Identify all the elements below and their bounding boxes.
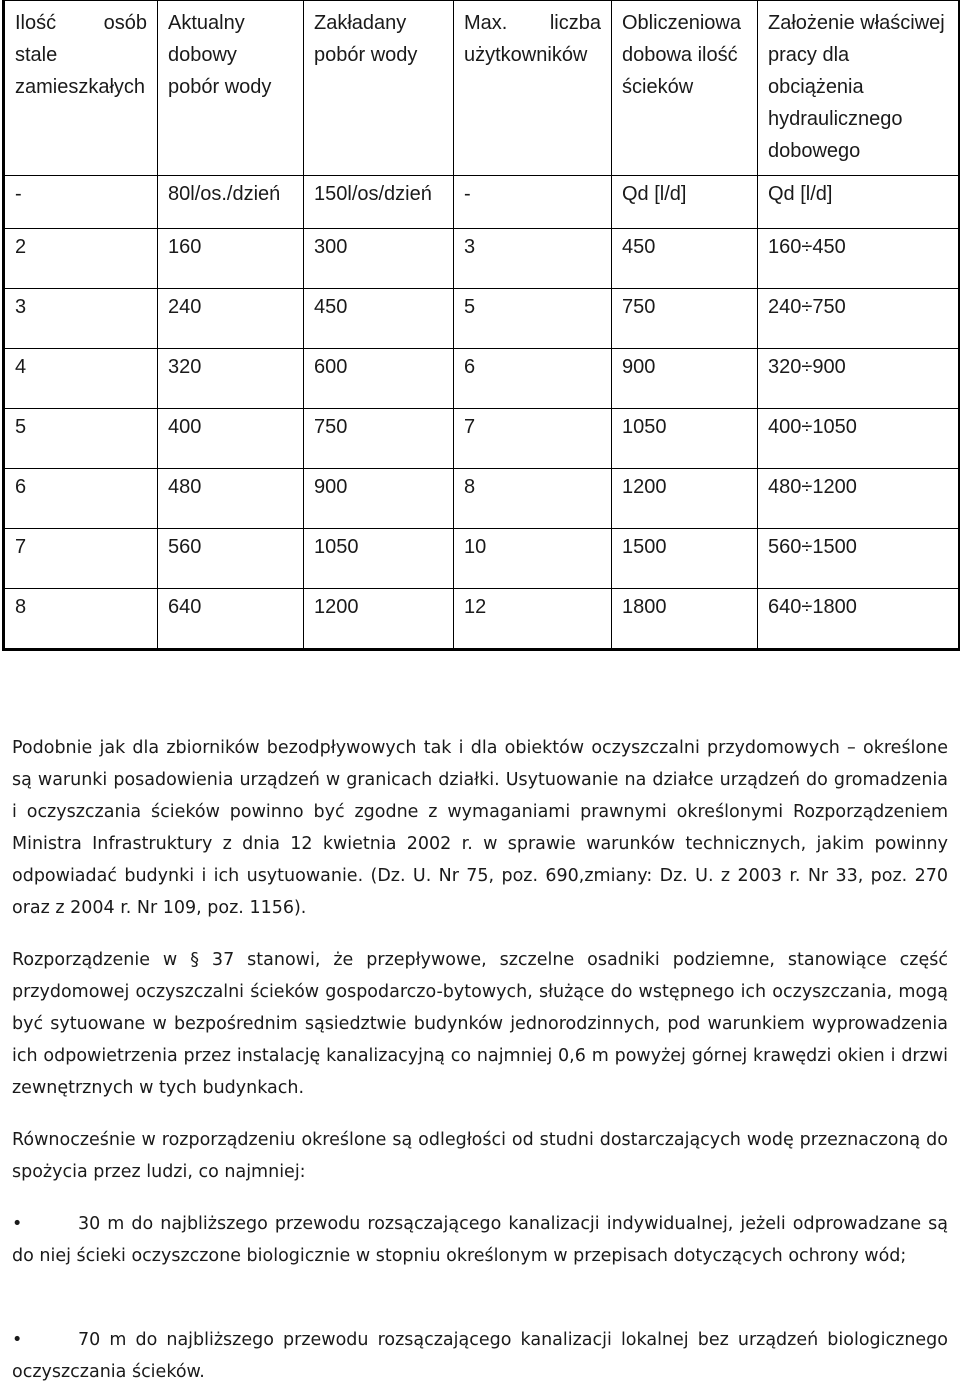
header-current-water: Aktualny dobowy pobór wody — [158, 1, 304, 176]
table-row — [4, 529, 960, 589]
table-row — [4, 349, 960, 409]
table-cell: 900 — [304, 469, 454, 529]
table-cell: 160÷450 — [758, 229, 960, 289]
table-cell: 2 — [4, 229, 158, 289]
table-row — [4, 589, 960, 650]
table-row — [4, 469, 960, 529]
table-row — [4, 289, 960, 349]
table-cell: 160 — [158, 229, 304, 289]
bullet-text: 30 m do najbliższego przewodu rozsączającego kanalizacji indywidualnej, jeżeli odprowadzane są do niej ścieki oczyszczone biologicznie w stopniu określonym w przepisach dotyczących ochrony wód; — [12, 1214, 948, 1266]
table-cell: 3 — [454, 229, 612, 289]
header-residents: Ilość osób stale zamieszkałych — [4, 1, 158, 176]
table-cell: 6 — [454, 349, 612, 409]
table-cell: 6 — [4, 469, 158, 529]
table-cell: 1050 — [304, 529, 454, 589]
bullet-item-70m — [12, 1324, 948, 1388]
header-planned-water: Zakładany pobór wody — [304, 1, 454, 176]
table-cell: 480÷1200 — [758, 469, 960, 529]
table-cell: 400 — [158, 409, 304, 469]
paragraph-well-distances: Równocześnie w rozporządzeniu określone są odległości od studni dostarczających wodę przeznaczoną do spożycia przez ludzi, co najmniej: — [12, 1130, 948, 1182]
header-daily-sewage: Obliczeniowa dobowa ilość ścieków — [612, 1, 758, 176]
table-cell: 320 — [158, 349, 304, 409]
table-units-row — [4, 176, 960, 229]
table-cell: Qd [l/d] — [612, 176, 758, 229]
bullet-item-30m — [12, 1208, 948, 1272]
table-cell: Qd [l/d] — [758, 176, 960, 229]
table-cell: 640÷1800 — [758, 589, 960, 650]
table-cell: 400÷1050 — [758, 409, 960, 469]
table-cell: 450 — [612, 229, 758, 289]
paragraph-regulation-37: Rozporządzenie w § 37 stanowi, że przepływowe, szczelne osadniki podziemne, stanowiące część przydomowej oczyszczalni ścieków gospodarczo-bytowych, służące do wstępnego ich oczyszczania, mogą być sytuowane w bezpośrednim sąsiedztwie budynków jednorodzinnych, pod warunkiem wyprowadzenia ich odpowietrzenia przez instalację kanalizacyjną co najmniej 0,6 m powyżej górnej krawędzi okien i drzwi zewnętrznych w tych budynkach. — [12, 950, 948, 1098]
table-cell: 1050 — [612, 409, 758, 469]
table-cell: 450 — [304, 289, 454, 349]
table-row — [4, 409, 960, 469]
table-cell: - — [4, 176, 158, 229]
header-max-users: Max. liczba użytkowników — [454, 1, 612, 176]
table-cell: 480 — [158, 469, 304, 529]
table-cell: 900 — [612, 349, 758, 409]
table-cell: 560÷1500 — [758, 529, 960, 589]
table-cell: 1800 — [612, 589, 758, 650]
bullet-text: 70 m do najbliższego przewodu rozsączającego kanalizacji lokalnej bez urządzeń biologicznego oczyszczania ścieków. — [12, 1330, 948, 1382]
table-header-row — [4, 1, 960, 176]
table-cell: 8 — [454, 469, 612, 529]
table-cell: 1500 — [612, 529, 758, 589]
paragraph-siting-conditions: Podobnie jak dla zbiorników bezodpływowych tak i dla obiektów oczyszczalni przydomowych – określone są warunki posadowienia urządzeń w granicach działki. Usytuowanie na działce urządzeń do gromadzenia i oczyszczania ścieków powinno być zgodne z wymaganiami prawnymi określonymi Rozporządzeniem Ministra Infrastruktury z dnia 12 kwietnia 2002 r. w sprawie warunków technicznych, jakim powinny odpowiadać budynki i ich usytuowanie. (Dz. U. Nr 75, poz. 690,zmiany: Dz. U. z 2003 r. Nr 33, poz. 270 oraz z 2004 r. Nr 109, poz. 1156). — [12, 738, 948, 918]
table-cell: 80l/os./dzień — [158, 176, 304, 229]
table-cell: 8 — [4, 589, 158, 650]
table-cell: 600 — [304, 349, 454, 409]
wastewater-table — [2, 0, 960, 651]
table-cell: 12 — [454, 589, 612, 650]
table-row — [4, 229, 960, 289]
table-cell: 7 — [4, 529, 158, 589]
table-cell: 3 — [4, 289, 158, 349]
table-cell: 1200 — [612, 469, 758, 529]
table-cell: 7 — [454, 409, 612, 469]
table-cell: 750 — [612, 289, 758, 349]
bullet-icon: • — [12, 1330, 23, 1350]
table-cell: - — [454, 176, 612, 229]
table-cell: 640 — [158, 589, 304, 650]
table-cell: 240÷750 — [758, 289, 960, 349]
table-cell: 4 — [4, 349, 158, 409]
table-cell: 1200 — [304, 589, 454, 650]
table-cell: 5 — [454, 289, 612, 349]
table-cell: 240 — [158, 289, 304, 349]
table-cell: 5 — [4, 409, 158, 469]
table-cell: 300 — [304, 229, 454, 289]
table-cell: 750 — [304, 409, 454, 469]
bullet-icon: • — [12, 1214, 23, 1234]
table-cell: 150l/os/dzień — [304, 176, 454, 229]
header-hydraulic-load: Założenie właściwej pracy dla obciążenia hydraulicznego dobowego — [758, 1, 960, 176]
table-cell: 320÷900 — [758, 349, 960, 409]
table-cell: 10 — [454, 529, 612, 589]
table-cell: 560 — [158, 529, 304, 589]
